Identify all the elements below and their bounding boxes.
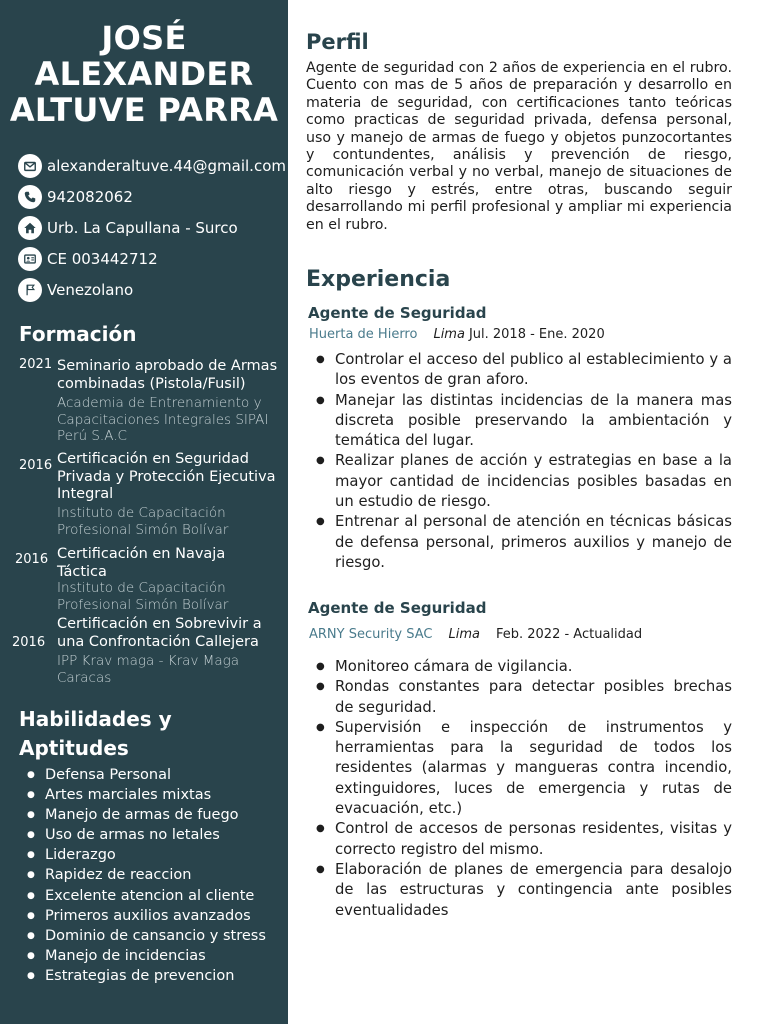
duty-item: ● Controlar el acceso del publico al establecimiento y a los eventos de gran aforo.	[314, 350, 732, 391]
job-dates: Jul. 2018 - Ene. 2020	[468, 327, 605, 342]
skill-item: ● Manejo de incidencias	[27, 946, 266, 966]
id-card-icon	[18, 247, 42, 271]
skill-item: ● Liderazgo	[27, 845, 266, 865]
job-city: Lima	[433, 327, 465, 342]
email-icon	[18, 154, 42, 178]
duty-item: ● Rondas constantes para detectar posibles brechas de seguridad.	[314, 677, 732, 718]
habilidades-heading	[19, 705, 172, 763]
education-institution: Instituto de Capacitación Profesional Simón Bolívar	[57, 580, 229, 613]
phone-text: 942082062	[47, 187, 133, 206]
name-line-3: ALTUVE PARRA	[9, 91, 279, 129]
education-year: 2021	[19, 357, 53, 372]
skill-item: ● Dominio de cansancio y stress	[27, 926, 266, 946]
perfil-heading: Perfil	[306, 30, 369, 54]
contact-address	[18, 212, 286, 243]
phone-icon	[18, 185, 42, 209]
skill-item: ● Artes marciales mixtas	[27, 785, 266, 805]
education-title: Certificación en Sobrevivir a una Confrontación Callejera	[57, 616, 262, 650]
duty-item: ● Supervisión e inspección de instrumentos y herramientas para la seguridad de todos los residentes (alarmas y mangueras contra incendio, extinguidores, luces de emergencia y rutas de evacuación, etc.)	[314, 718, 732, 819]
skill-item: ● Rapidez de reaccion	[27, 865, 266, 885]
job-meta	[309, 627, 642, 642]
duty-item: ● Entrenar al personal de atención en técnicas básicas de defensa personal, primeros auxilios y manejo de riesgo.	[314, 512, 732, 573]
email-text: alexanderaltuve.44@gmail.com	[47, 156, 286, 175]
education-institution: Instituto de Capacitación Profesional Simón Bolívar	[57, 505, 229, 538]
contact-nationality	[18, 274, 286, 305]
habilidades-heading-line-2: Aptitudes	[19, 736, 129, 760]
skill-item: ● Manejo de armas de fuego	[27, 805, 266, 825]
education-title: Certificación en Seguridad Privada y Protección Ejecutiva Integral	[57, 451, 276, 502]
job-dates: Feb. 2022 - Actualidad	[495, 627, 643, 642]
skills-list	[27, 765, 266, 986]
address-text: Urb. La Capullana - Surco	[47, 218, 238, 237]
name-line-1: JOSÉ	[101, 19, 187, 57]
skill-item: ● Excelente atencion al cliente	[27, 886, 266, 906]
sidebar	[0, 0, 288, 1024]
education-title: Seminario aprobado de Armas combinadas (Pistola/Fusil)	[57, 358, 278, 392]
job-duties	[314, 657, 732, 921]
formacion-heading: Formación	[19, 322, 137, 346]
contact-phone[interactable]	[18, 181, 286, 212]
experiencia-heading: Experiencia	[306, 267, 451, 292]
job-company: ARNY Security SAC	[309, 627, 433, 642]
contact-list	[18, 150, 286, 305]
job-duties	[314, 350, 732, 573]
nationality-text: Venezolano	[47, 280, 134, 299]
education-year: 2016	[15, 552, 49, 567]
candidate-name	[0, 20, 288, 128]
education-institution: Academia de Entrenamiento y Capacitaciones Integrales SIPAI Perú S.A.C	[57, 395, 269, 444]
id-text: CE 003442712	[47, 249, 158, 268]
job-company: Huerta de Hierro	[309, 327, 418, 342]
perfil-text: Agente de seguridad con 2 años de experiencia en el rubro. Cuento con mas de 5 años de preparación y desarrollo en materia de seguridad, con certificaciones tanto teóricas como practicas de seguridad privada, defensa personal, uso y manejo de armas de fuego y objetos punzocortantes y contundentes, análisis y prevención de riesgo, comunicación verbal y no verbal, manejo de situaciones de alto riesgo y estrés, entre otras, buscando seguir desarrollando mi perfil profesional y ampliar mi experiencia en el rubro.	[306, 60, 732, 233]
skill-item: ● Primeros auxilios avanzados	[27, 906, 266, 926]
education-title: Certificación en Navaja Táctica	[57, 546, 226, 580]
skill-item: ● Defensa Personal	[27, 765, 266, 785]
job-title: Agente de Seguridad	[308, 599, 487, 617]
job-meta	[309, 327, 605, 342]
habilidades-heading-line-1: Habilidades y	[19, 707, 172, 731]
skill-item: ● Estrategias de prevencion	[27, 966, 266, 986]
job-city: Lima	[448, 627, 480, 642]
contact-email[interactable]	[18, 150, 286, 181]
skill-item: ● Uso de armas no letales	[27, 825, 266, 845]
duty-item: ● Manejar las distintas incidencias de la manera mas discreta posible preservando la ambientación y temática del lugar.	[314, 391, 732, 452]
contact-id	[18, 243, 286, 274]
duty-item: ● Control de accesos de personas residentes, visitas y correcto registro del mismo.	[314, 819, 732, 860]
duty-item: ● Realizar planes de acción y estrategias en base a la mayor cantidad de incidencias posibles basadas en un estudio de riesgo.	[314, 451, 732, 512]
name-line-2: ALEXANDER	[34, 55, 254, 93]
education-year: 2016	[19, 458, 53, 473]
job-title: Agente de Seguridad	[308, 304, 487, 322]
flag-icon	[18, 278, 42, 302]
education-year: 2016	[12, 635, 46, 650]
home-icon	[18, 216, 42, 240]
duty-item: ● Monitoreo cámara de vigilancia.	[314, 657, 732, 677]
duty-item: ● Elaboración de planes de emergencia para desalojo de las estructuras y contingencia ante posibles eventualidades	[314, 860, 732, 921]
education-institution: IPP Krav maga - Krav Maga Caracas	[57, 653, 240, 686]
